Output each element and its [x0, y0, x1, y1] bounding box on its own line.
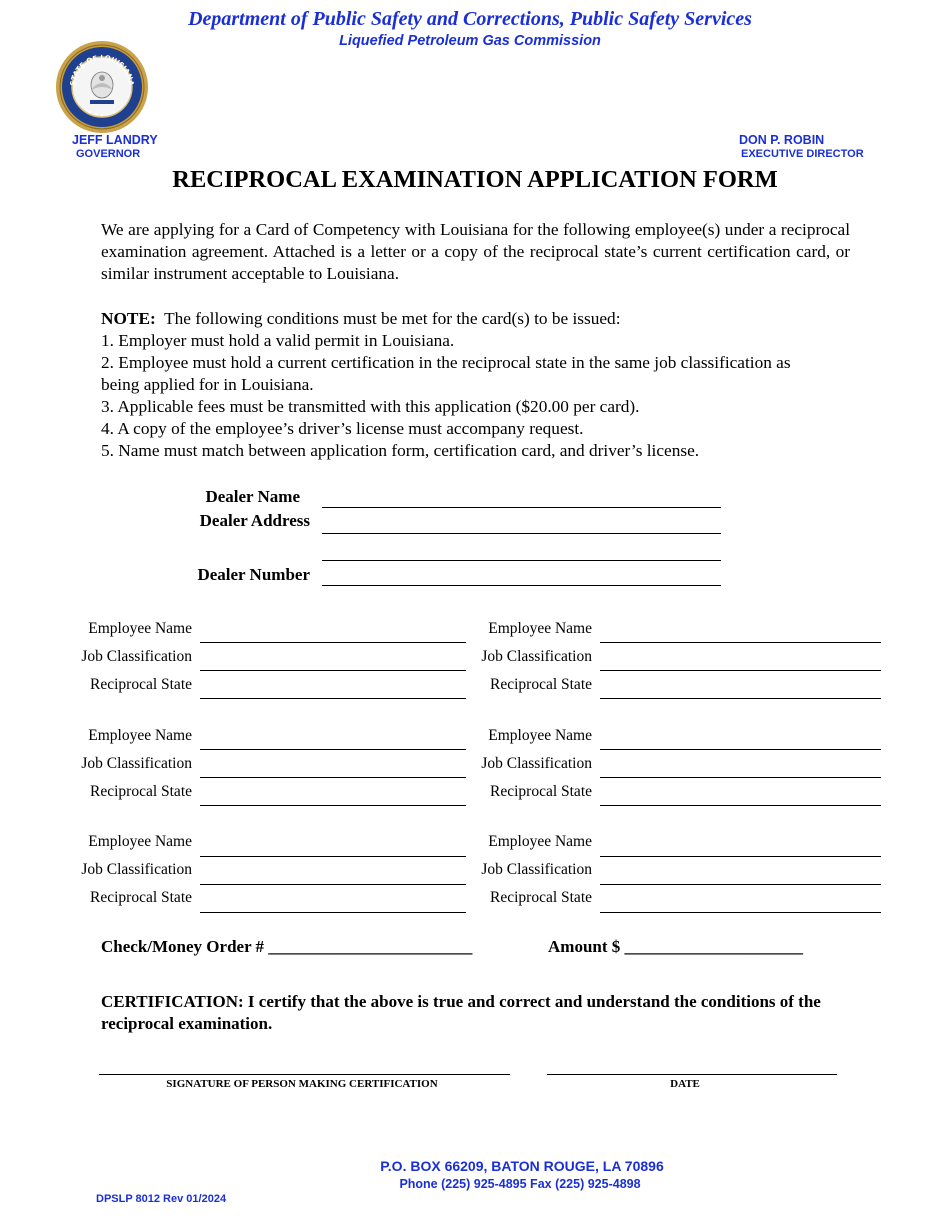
employee-4-job-field[interactable]: [600, 777, 881, 778]
employee-4-name-field[interactable]: [600, 749, 881, 750]
employee-3-job-field[interactable]: [200, 777, 466, 778]
employee-1-job-field[interactable]: [200, 670, 466, 671]
job-classification-label: Job Classification: [481, 861, 592, 878]
director-title: EXECUTIVE DIRECTOR: [741, 148, 864, 160]
note-section: [101, 308, 861, 462]
reciprocal-state-label: Reciprocal State: [490, 783, 592, 800]
date-line[interactable]: [547, 1074, 837, 1075]
note-item: 5. Name must match between application form, certification card, and driver’s license.: [101, 441, 700, 460]
note-item: 4. A copy of the employee’s driver’s license must accompany request.: [101, 419, 584, 438]
governor-name: JEFF LANDRY: [72, 133, 158, 147]
employee-5-job-field[interactable]: [200, 884, 466, 885]
note-item: 3. Applicable fees must be transmitted with this application ($20.00 per card).: [101, 397, 640, 416]
seal-text: STATE OF LOUISIANA: [68, 53, 136, 87]
governor-title: GOVERNOR: [76, 148, 141, 160]
employee-6-state-field[interactable]: [600, 912, 881, 913]
dealer-number-label: Dealer Number: [197, 565, 310, 584]
amount-field[interactable]: [548, 937, 803, 957]
note-item: 1. Employer must hold a valid permit in Louisiana.: [101, 331, 455, 350]
signature-line[interactable]: [99, 1074, 510, 1075]
note-item: being applied for in Louisiana.: [101, 375, 314, 394]
employee-name-label: Employee Name: [488, 620, 592, 637]
employee-2-state-field[interactable]: [600, 698, 881, 699]
signature-label: SIGNATURE OF PERSON MAKING CERTIFICATION: [166, 1078, 438, 1090]
check-money-order-label: Check/Money Order #: [101, 937, 265, 956]
employee-3-state-field[interactable]: [200, 805, 466, 806]
employee-6-name-field[interactable]: [600, 856, 881, 857]
employee-name-label: Employee Name: [488, 833, 592, 850]
employee-6-job-field[interactable]: [600, 884, 881, 885]
dealer-name-label: Dealer Name: [205, 487, 300, 506]
check-money-order-field[interactable]: [101, 937, 472, 957]
amount-label: Amount $: [548, 937, 621, 956]
amount-blank[interactable]: _____________________: [624, 937, 804, 956]
commission-heading: Liquefied Petroleum Gas Commission: [339, 33, 601, 49]
employee-1-state-field[interactable]: [200, 698, 466, 699]
intro-paragraph: We are applying for a Card of Competency with Louisiana for the following employee(s) under a reciprocal examination agreement. Attached is a letter or a copy of the reciprocal state’s current certification card, or similar instrument acceptable to Louisiana.: [101, 220, 850, 283]
note-label: NOTE:: [101, 309, 156, 328]
employee-3-name-field[interactable]: [200, 749, 466, 750]
footer-address: P.O. BOX 66209, BATON ROUGE, LA 70896: [380, 1158, 664, 1174]
director-name: DON P. ROBIN: [739, 133, 825, 147]
job-classification-label: Job Classification: [81, 648, 192, 665]
employee-name-label: Employee Name: [488, 727, 592, 744]
employee-name-label: Employee Name: [88, 727, 192, 744]
date-label: DATE: [670, 1078, 700, 1090]
reciprocal-state-label: Reciprocal State: [90, 676, 192, 693]
employee-2-job-field[interactable]: [600, 670, 881, 671]
employee-name-label: Employee Name: [88, 620, 192, 637]
dealer-number-field[interactable]: [322, 566, 721, 586]
dealer-name-field[interactable]: [322, 488, 721, 508]
footer-phone: Phone (225) 925-4895 Fax (225) 925-4898: [399, 1177, 641, 1191]
reciprocal-state-label: Reciprocal State: [90, 783, 192, 800]
certification-statement: CERTIFICATION: I certify that the above is true and correct and understand the conditions of the reciprocal examination.: [101, 992, 821, 1033]
employee-5-state-field[interactable]: [200, 912, 466, 913]
dealer-address-field[interactable]: [322, 514, 721, 534]
state-seal-logo: [55, 40, 149, 134]
employee-4-state-field[interactable]: [600, 805, 881, 806]
reciprocal-state-label: Reciprocal State: [490, 676, 592, 693]
dealer-address-field-2[interactable]: [322, 541, 721, 561]
reciprocal-state-label: Reciprocal State: [90, 889, 192, 906]
job-classification-label: Job Classification: [481, 648, 592, 665]
form-title: RECIPROCAL EXAMINATION APPLICATION FORM: [172, 166, 778, 193]
form-number: DPSLP 8012 Rev 01/2024: [96, 1193, 227, 1205]
note-lead-line: [101, 308, 861, 330]
note-item: 2. Employee must hold a current certification in the reciprocal state in the same job classification as: [101, 353, 791, 372]
employee-1-name-field[interactable]: [200, 642, 466, 643]
job-classification-label: Job Classification: [481, 755, 592, 772]
job-classification-label: Job Classification: [81, 755, 192, 772]
employee-name-label: Employee Name: [88, 833, 192, 850]
reciprocal-state-label: Reciprocal State: [490, 889, 592, 906]
dealer-address-label: Dealer Address: [199, 511, 310, 530]
employee-2-name-field[interactable]: [600, 642, 881, 643]
employee-5-name-field[interactable]: [200, 856, 466, 857]
job-classification-label: Job Classification: [81, 861, 192, 878]
department-heading: Department of Public Safety and Corrections, Public Safety Services: [188, 8, 752, 30]
check-number-blank[interactable]: ________________________: [268, 937, 473, 956]
note-lead: The following conditions must be met for the card(s) to be issued:: [164, 309, 621, 328]
